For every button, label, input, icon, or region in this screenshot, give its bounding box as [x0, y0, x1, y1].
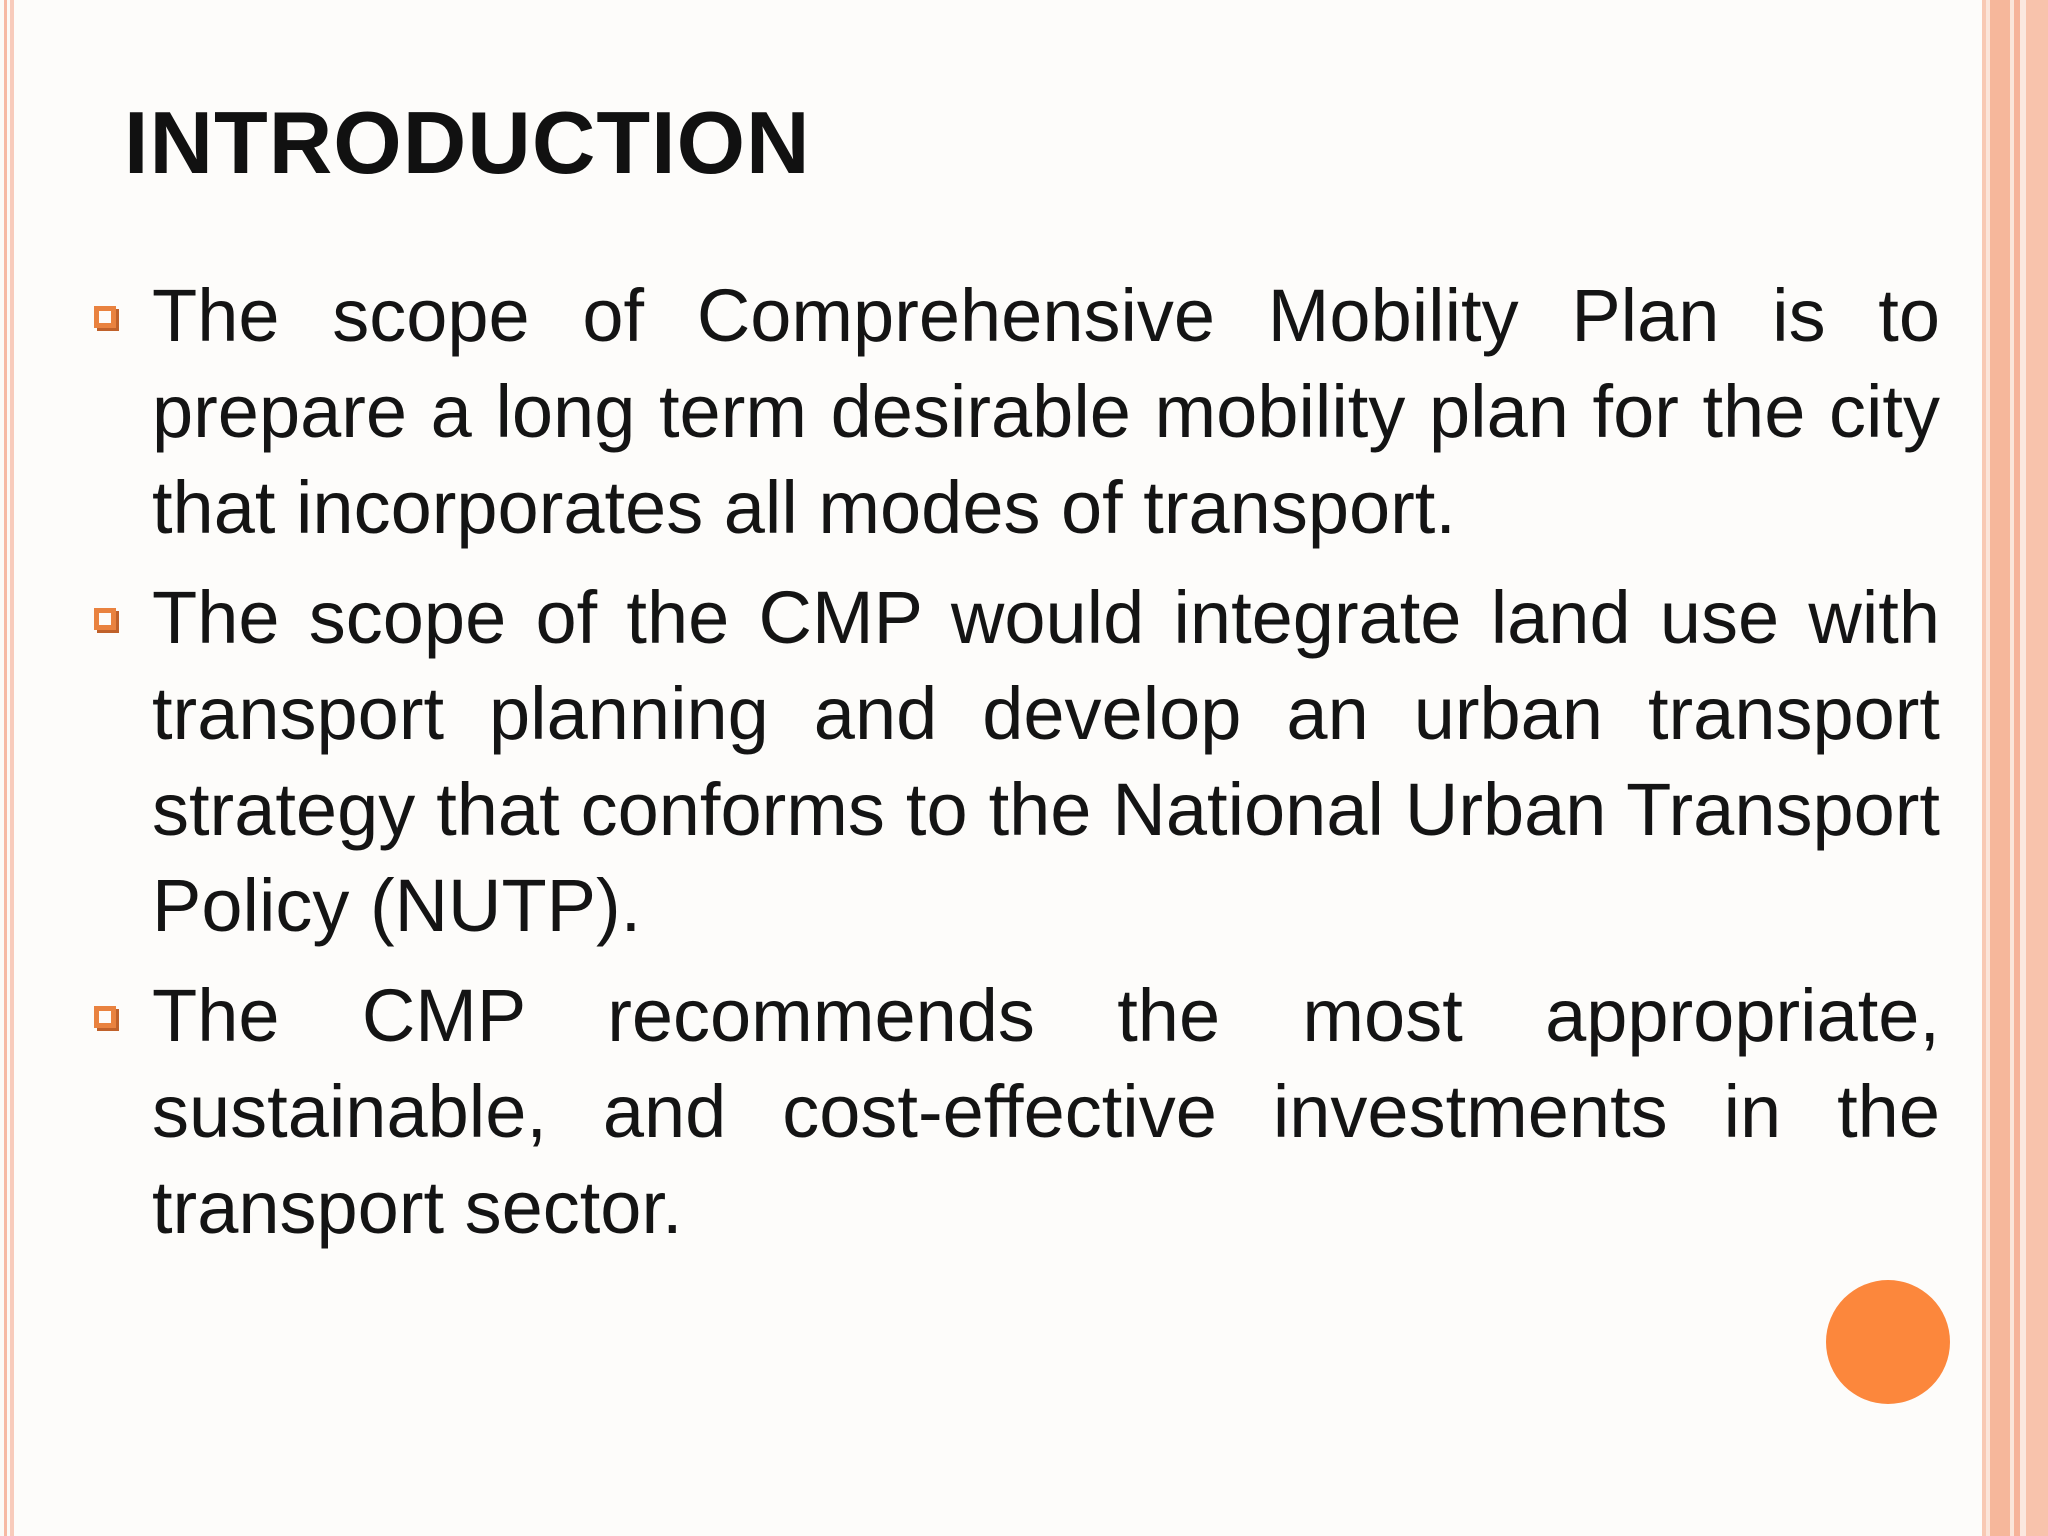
square-bullet-icon [94, 306, 116, 328]
bullet-item [92, 968, 1940, 1256]
bullet-text: The scope of the CMP would integrate land use with transport planning and develop an urban transport strategy that conforms to the National Urban Transport Policy (NUTP). [152, 576, 1940, 947]
bullet-text: The CMP recommends the most appropriate, sustainable, and cost-effective investments in the transport sector. [152, 974, 1940, 1249]
bullet-item [92, 570, 1940, 954]
bullet-list [92, 268, 1940, 1270]
decorative-circle [1826, 1280, 1950, 1404]
right-border-stripe [1964, 0, 2048, 1536]
bullet-item [92, 268, 1940, 556]
square-bullet-icon [94, 1006, 116, 1028]
slide-title: INTRODUCTION [124, 93, 811, 192]
left-border-stripe [0, 0, 20, 1536]
bullet-text: The scope of Comprehensive Mobility Plan is to prepare a long term desirable mobility plan for the city that incorporates all modes of transport. [152, 274, 1940, 549]
square-bullet-icon [94, 608, 116, 630]
